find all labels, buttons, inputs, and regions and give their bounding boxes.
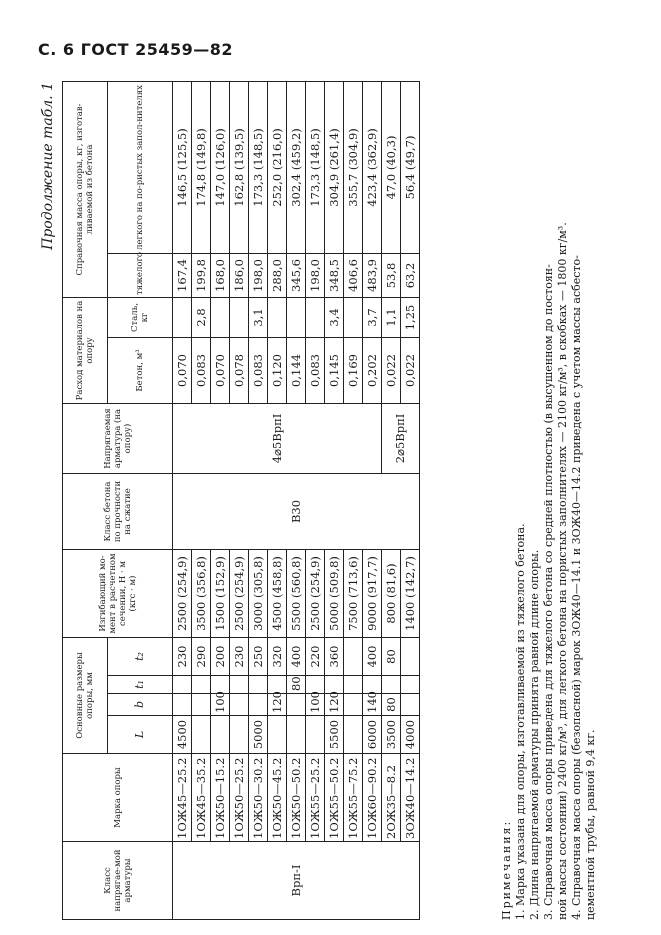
mark-cell: 1ОЖ60—90.2 [363,754,382,842]
concrete-volume-cell: 0,022 [382,337,401,403]
mark-cell: 1ОЖ45—25.2 [173,754,192,842]
col-t2: t₂ [108,637,173,675]
t1-cell [173,676,192,694]
t2-cell: 230 [230,637,249,675]
length-cell [268,716,287,754]
t2-cell [344,637,363,675]
heavy-mass-cell: 406,6 [344,253,363,297]
steel-cell [306,297,325,337]
concrete-volume-cell: 0,120 [268,337,287,403]
t2-cell: 250 [249,637,268,675]
steel-cell [344,297,363,337]
heavy-mass-cell: 168,0 [211,253,230,297]
t2-cell: 80 [382,637,401,675]
mark-cell: 1ОЖ50—45.2 [268,754,287,842]
concrete-volume-cell: 0,070 [173,337,192,403]
moment-cell: 1500 (152,9) [211,549,230,637]
t1-cell [192,676,211,694]
concrete-volume-cell: 0,169 [344,337,363,403]
steel-cell [173,297,192,337]
heavy-mass-cell: 483,9 [363,253,382,297]
length-cell: 5500 [325,716,344,754]
light-mass-cell: 423,4 (362,9) [363,81,382,253]
mark-cell: 2ОЖ35—8.2 [382,754,401,842]
rotated-table-page [40,80,622,920]
note-2: 2. Длина напрягаемой арматуры принята равной длине опоры. [528,549,541,920]
steel-cell: 3,7 [363,297,382,337]
mark-cell: 1ОЖ55—75.2 [344,754,363,842]
t1-cell: 80 [287,676,306,694]
heavy-mass-cell: 186,0 [230,253,249,297]
t2-cell: 220 [306,637,325,675]
mark-cell: 1ОЖ45—35.2 [192,754,211,842]
t1-cell [401,676,420,694]
mark-cell: 1ОЖ50—50.2 [287,754,306,842]
col-heavy: тяжелого [108,253,173,297]
concrete-volume-cell: 0,022 [401,337,420,403]
light-mass-cell: 162,8 (139,5) [230,81,249,253]
concrete-volume-cell: 0,144 [287,337,306,403]
t2-cell: 320 [268,637,287,675]
length-cell: 6000 [363,716,382,754]
light-mass-cell: 56,4 (49,7) [401,81,420,253]
steel-cell [268,297,287,337]
t2-cell [401,637,420,675]
note-3b: ной массы состоянии) 2400 кг/м³, для легкого бетона на пористых заполнителях — 2100 кг/м³, в скобках — 1800 кг/м³. [556,222,569,920]
t1-cell [249,676,268,694]
col-class-reinf: Класс напрягае-мой арматуры [63,842,173,920]
t2-cell: 200 [211,637,230,675]
length-cell [192,716,211,754]
col-prestressed: Напрягаемая арматура (на опору) [63,403,173,473]
t1-cell [382,676,401,694]
col-dims-group: Основные размеры опоры, мм [63,637,108,753]
concrete-volume-cell: 0,083 [249,337,268,403]
col-steel: Сталь, кг [108,297,173,337]
moment-cell: 7500 (713,6) [344,549,363,637]
light-mass-cell: 252,0 (216,0) [268,81,287,253]
light-mass-cell: 355,7 (304,9) [344,81,363,253]
mark-cell: 1ОЖ55—25.2 [306,754,325,842]
heavy-mass-cell: 63,2 [401,253,420,297]
note-4a: 4. Справочная масса опоры (безопасной) марок 3ОЖ40—14.1 и 3ОЖ40—14.2 приведена с учетом массы асбесто- [570,255,583,920]
page-header: С. 6 ГОСТ 25459—82 [38,40,234,59]
t1-cell [344,676,363,694]
width-cell [192,694,211,716]
col-t1: t₁ [108,676,173,694]
table-row [173,81,192,919]
t2-cell: 360 [325,637,344,675]
heavy-mass-cell: 167,4 [173,253,192,297]
moment-cell: 3000 (305,8) [249,549,268,637]
note-1: 1. Марка указана для опоры, изготавливаемой из тяжелого бетона. [514,523,527,920]
col-mark: Марка опоры [63,754,173,842]
steel-cell [230,297,249,337]
moment-cell: 800 (81,6) [382,549,401,637]
length-cell: 4000 [401,716,420,754]
steel-cell: 2,8 [192,297,211,337]
moment-cell: 4500 (458,8) [268,549,287,637]
moment-cell: 1400 (142,7) [401,549,420,637]
prestressed-cell: 4⌀5ВрпI [173,403,382,473]
length-cell: 3500 [382,716,401,754]
concrete-volume-cell: 0,083 [306,337,325,403]
supports-table [62,81,420,920]
steel-cell [287,297,306,337]
col-concrete: Бетон, м³ [108,337,173,403]
col-light: легкого на по-ристых запол-нителях [108,81,173,253]
light-mass-cell: 173,3 (148,5) [249,81,268,253]
note-4b: цементной трубы, равной 9,4 кг. [584,729,597,920]
light-mass-cell: 47,0 (40,3) [382,81,401,253]
width-cell: 100 [306,694,325,716]
length-cell: 5000 [249,716,268,754]
col-mass-group: Справочная масса опоры, кг, изготав-ливаемой из бетона [63,81,108,297]
heavy-mass-cell: 199,8 [192,253,211,297]
width-cell: 80 [382,694,401,716]
t2-cell: 400 [363,637,382,675]
width-cell [344,694,363,716]
light-mass-cell: 147,0 (126,0) [211,81,230,253]
moment-cell: 2500 (254,9) [173,549,192,637]
concrete-volume-cell: 0,145 [325,337,344,403]
moment-cell: 9000 (917,7) [363,549,382,637]
class-reinf-cell: Врп-I [173,842,420,920]
steel-cell: 1,1 [382,297,401,337]
length-cell [287,716,306,754]
width-cell: 120 [268,694,287,716]
light-mass-cell: 302,4 (459,2) [287,81,306,253]
moment-cell: 5500 (560,8) [287,549,306,637]
heavy-mass-cell: 345,6 [287,253,306,297]
t2-cell: 400 [287,637,306,675]
steel-cell: 3,1 [249,297,268,337]
col-L: L [108,716,173,754]
light-mass-cell: 173,3 (148,5) [306,81,325,253]
steel-cell: 3,4 [325,297,344,337]
moment-cell: 5000 (509,8) [325,549,344,637]
heavy-mass-cell: 198,0 [249,253,268,297]
col-concrete-class: Класс бетона по прочности на сжатие [63,473,173,549]
continuation-label: Продолжение табл. 1 [40,82,56,250]
length-cell: 4500 [173,716,192,754]
length-cell [306,716,325,754]
col-moment: Изгибающий мо-мент в расчетном сечении, Н · м (кгс · м) [63,549,173,637]
heavy-mass-cell: 198,0 [306,253,325,297]
steel-cell: 1,25 [401,297,420,337]
light-mass-cell: 146,5 (125,5) [173,81,192,253]
t1-cell [230,676,249,694]
width-cell [249,694,268,716]
notes [500,82,598,920]
concrete-volume-cell: 0,070 [211,337,230,403]
concrete-volume-cell: 0,083 [192,337,211,403]
col-materials-group: Расход материалов на опору [63,297,108,403]
length-cell [211,716,230,754]
heavy-mass-cell: 348,5 [325,253,344,297]
t2-cell: 230 [173,637,192,675]
length-cell [230,716,249,754]
width-cell: 100 [211,694,230,716]
table-body [173,81,420,919]
width-cell [173,694,192,716]
moment-cell: 3500 (356,8) [192,549,211,637]
width-cell [287,694,306,716]
mark-cell: 1ОЖ50—25.2 [230,754,249,842]
light-mass-cell: 304,9 (261,4) [325,81,344,253]
mark-cell: 3ОЖ40—14.2 [401,754,420,842]
mark-cell: 1ОЖ50—15.2 [211,754,230,842]
notes-heading: Примечания: [500,819,513,920]
length-cell [344,716,363,754]
concrete-volume-cell: 0,078 [230,337,249,403]
light-mass-cell: 174,8 (149,8) [192,81,211,253]
moment-cell: 2500 (254,9) [306,549,325,637]
t2-cell: 290 [192,637,211,675]
prestressed-cell: 2⌀5ВрпI [382,403,420,473]
width-cell: 140 [363,694,382,716]
concrete-class-cell: В30 [173,473,420,549]
heavy-mass-cell: 53,8 [382,253,401,297]
steel-cell [211,297,230,337]
mark-cell: 1ОЖ55—50.2 [325,754,344,842]
width-cell [230,694,249,716]
concrete-volume-cell: 0,202 [363,337,382,403]
width-cell [401,694,420,716]
col-b: b [108,694,173,716]
moment-cell: 2500 (254,9) [230,549,249,637]
note-3a: 3. Справочная масса опоры приведена для тяжелого бетона со средней плотностью (в высушенном до постоян- [542,264,555,920]
mark-cell: 1ОЖ50—30.2 [249,754,268,842]
heavy-mass-cell: 288,0 [268,253,287,297]
width-cell: 120 [325,694,344,716]
